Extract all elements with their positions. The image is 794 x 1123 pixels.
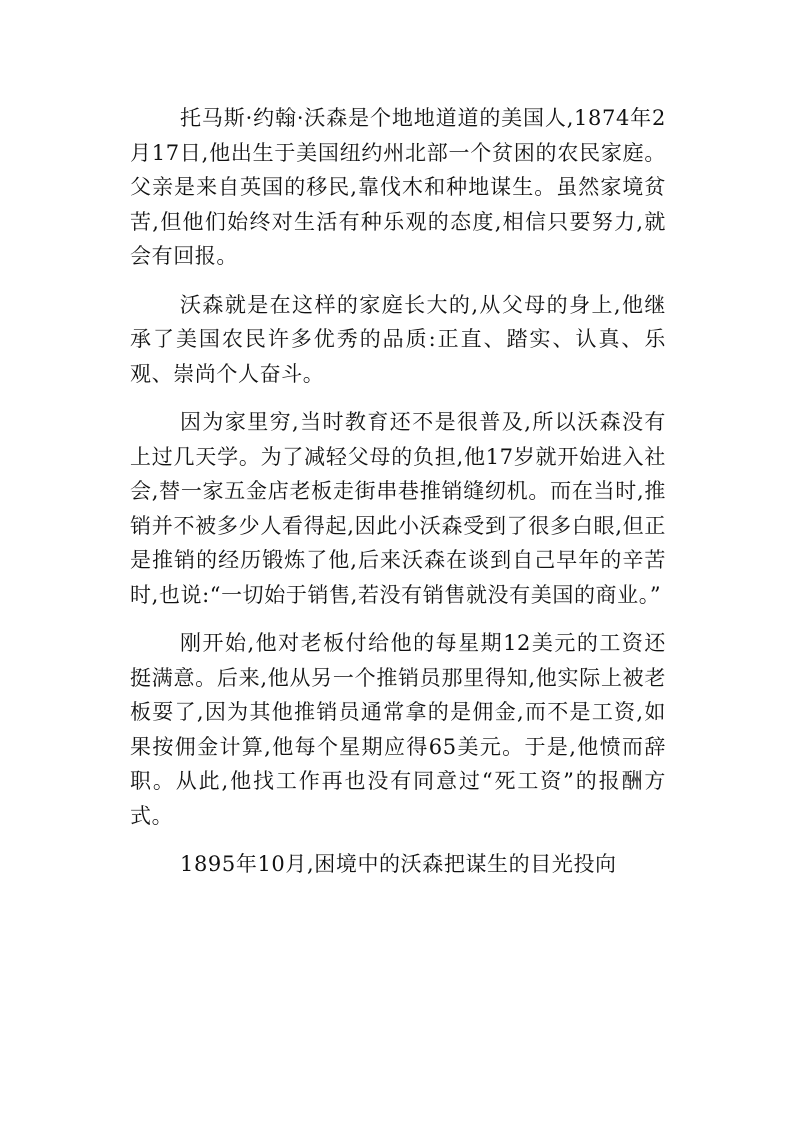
paragraph-4: 刚开始,他对老板付给他的每星期12美元的工资还挺满意。后来,他从另一个推销员那里得知,他实际上被老板耍了,因为其他推销员通常拿的是佣金,而不是工资,如果按佣金计算,他每个星期应得65美元。于是,他愤而辞职。从此,他找工作再也没有同意过“死工资”的报酬方式。: [130, 631, 666, 828]
document-page: [130, 101, 666, 882]
paragraph-3: 因为家里穷,当时教育还不是很普及,所以沃森没有上过几天学。为了减轻父母的负担,他17岁就开始进入社会,替一家五金店老板走街串巷推销缝纫机。而在当时,推销并不被多少人看得起,因此小沃森受到了很多白眼,但正是推销的经历锻炼了他,后来沃森在谈到自己早年的辛苦时,也说:“一切始于销售,若没有销售就没有美国的商业。”: [130, 410, 666, 607]
paragraph-2: 沃森就是在这样的家庭长大的,从父母的身上,他继承了美国农民许多优秀的品质:正直、踏实、认真、乐观、崇尚个人奋斗。: [130, 292, 666, 386]
paragraph-1: 托马斯·约翰·沃森是个地地道道的美国人,1874年2月17日,他出生于美国纽约州北部一个贫困的农民家庭。父亲是来自英国的移民,靠伐木和种地谋生。虽然家境贫苦,但他们始终对生活有种乐观的态度,相信只要努力,就会有回报。: [130, 106, 666, 268]
paragraph-5: 1895年10月,困境中的沃森把谋生的目光投向: [180, 852, 617, 876]
